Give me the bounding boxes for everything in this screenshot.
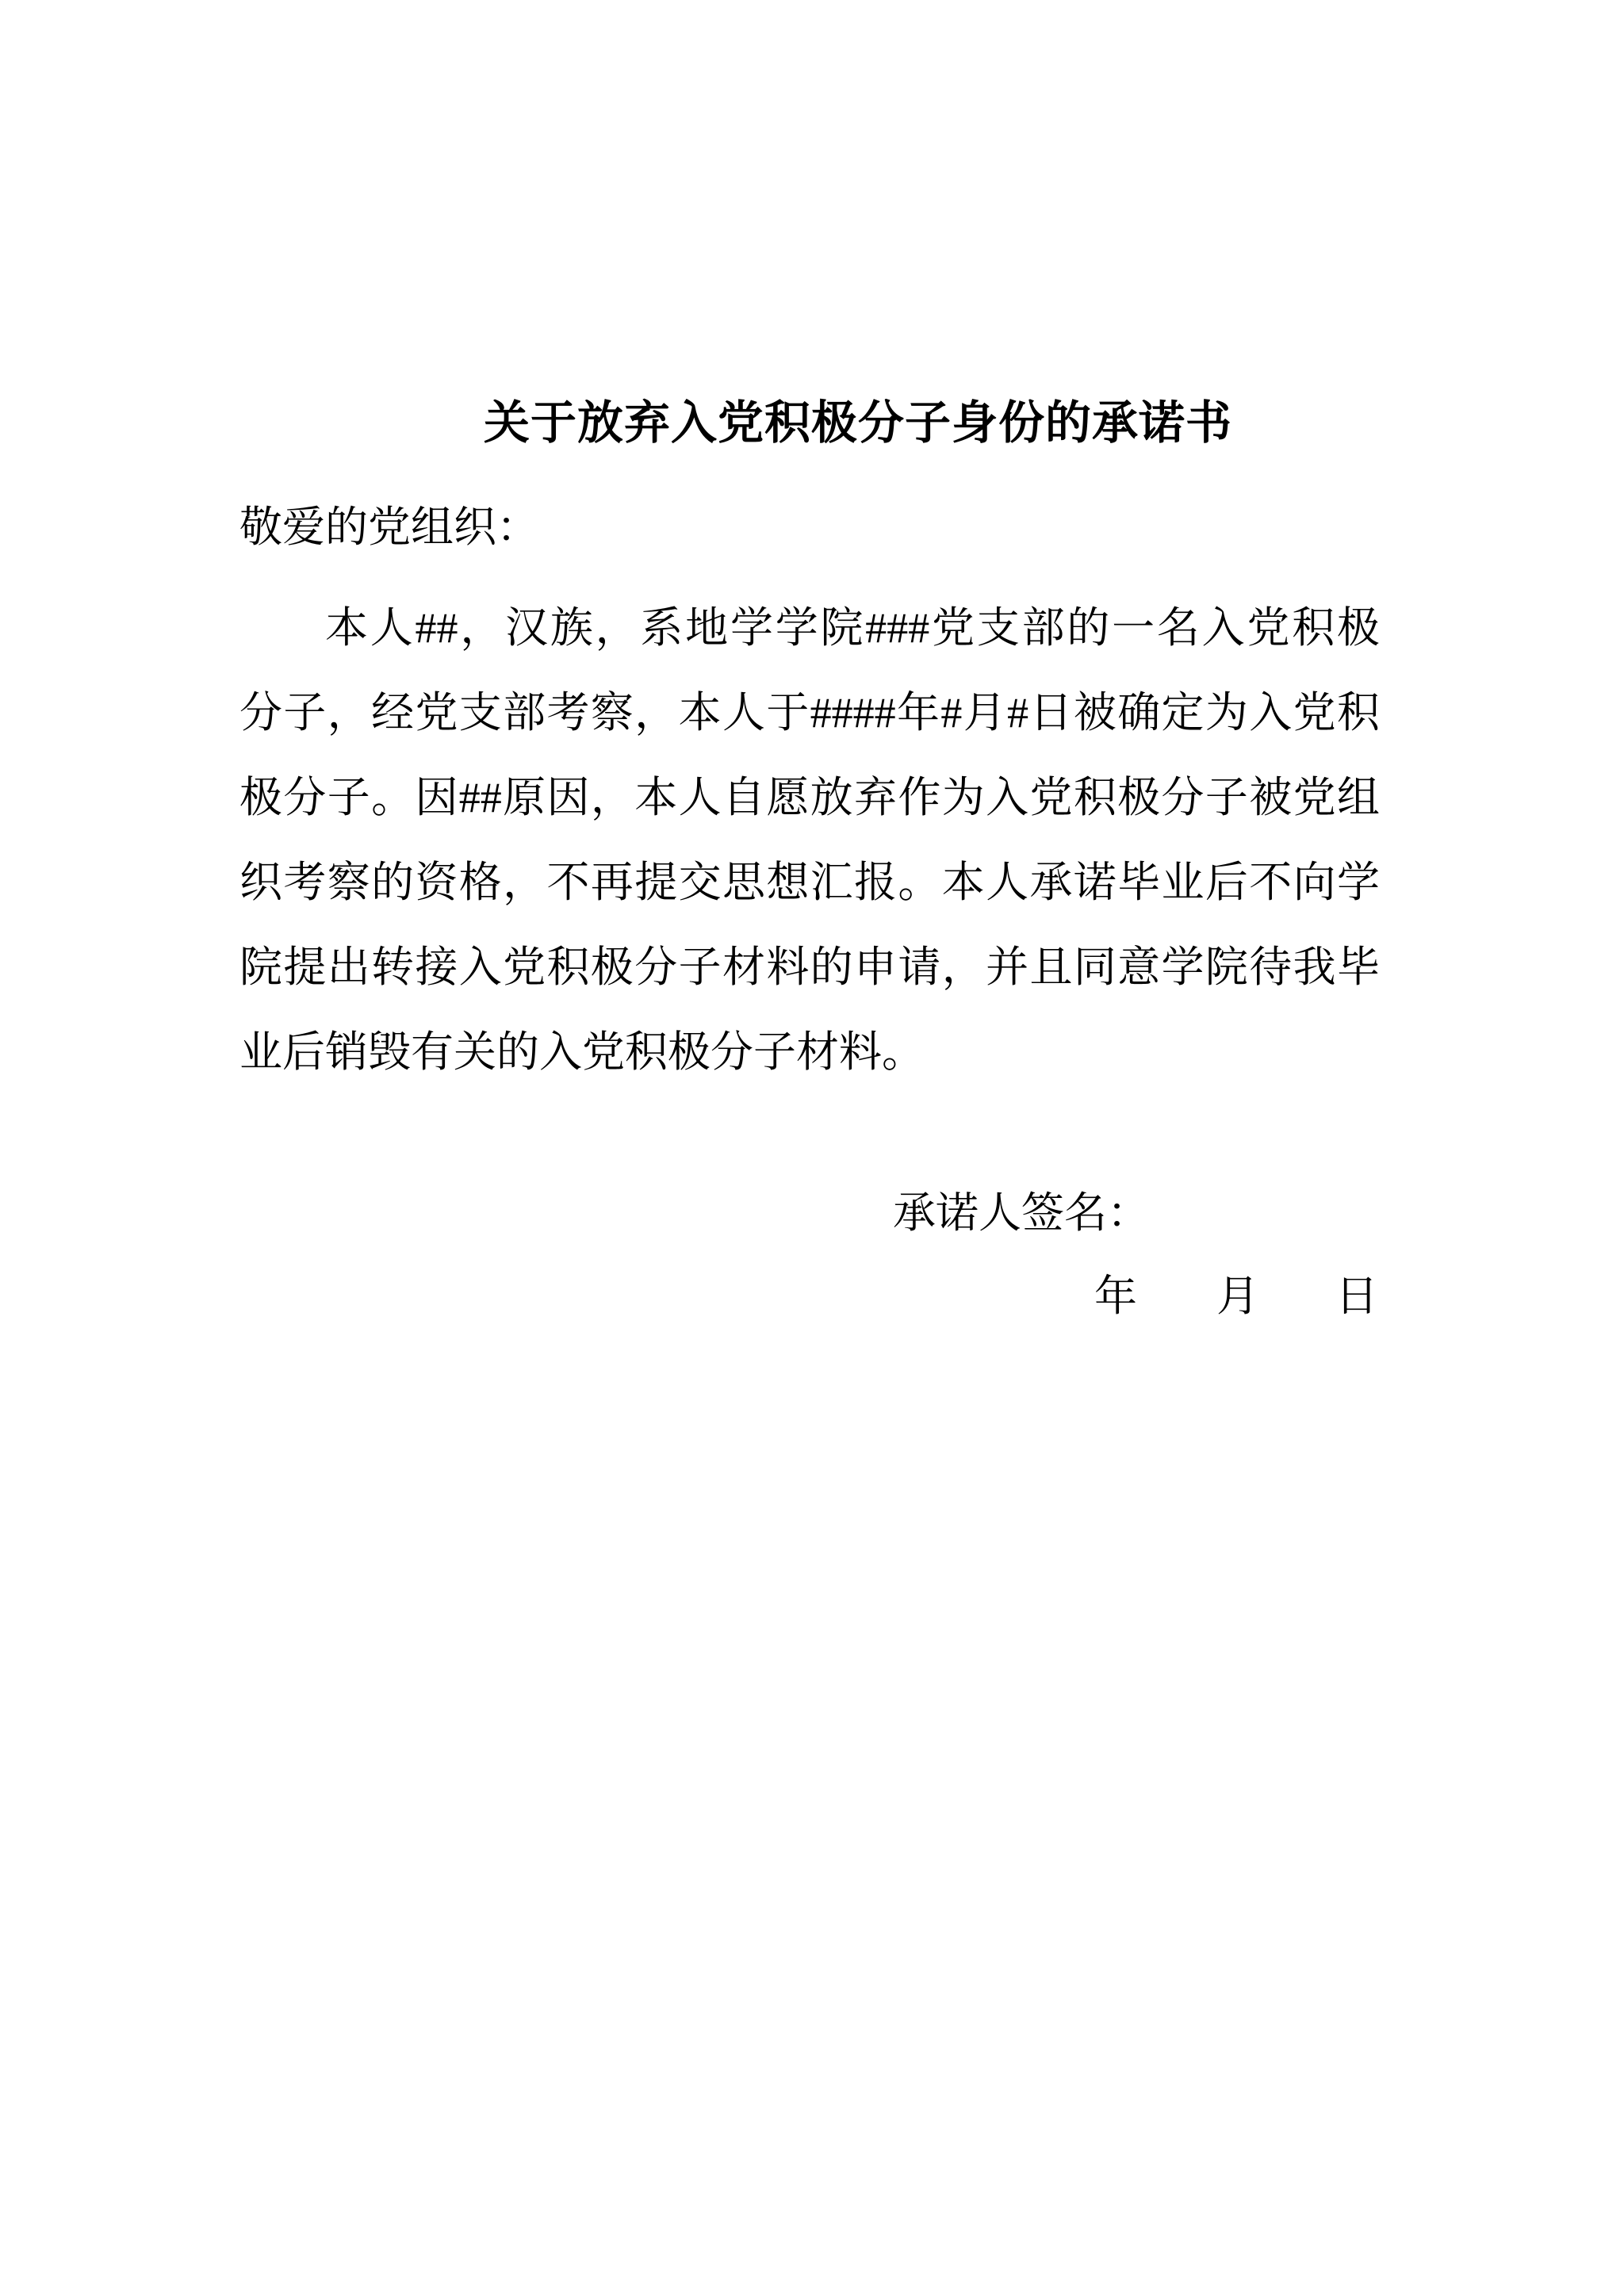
month-label: 月 bbox=[1216, 1272, 1259, 1320]
date-line bbox=[0, 1272, 1624, 1321]
signer-signature-label: 承诺人签名： bbox=[893, 1189, 1150, 1237]
body-line: 织考察的资格，不再提交思想汇报。本人承诺毕业后不向学 bbox=[239, 859, 1380, 906]
body-line: 业后销毁有关的入党积极分子材料。 bbox=[239, 1028, 925, 1076]
year-label: 年 bbox=[1094, 1272, 1137, 1320]
body-line: 本人##，汉族，系地学学院###党支部的一名入党积极 bbox=[325, 604, 1380, 652]
document-title: 关于放弃入党积极分子身份的承诺书 bbox=[483, 397, 1232, 449]
body-line: 分子，经党支部考察，本人于####年#月#日被确定为入党积 bbox=[239, 689, 1380, 737]
body-line: 院提出转接入党积极分子材料的申请，并且同意学院待我毕 bbox=[239, 943, 1380, 991]
body-line: 极分子。因##原因，本人自愿放弃作为入党积极分子被党组 bbox=[239, 774, 1380, 821]
body-paragraph bbox=[239, 586, 1380, 1095]
day-label: 日 bbox=[1335, 1272, 1378, 1320]
salutation: 敬爱的党组织： bbox=[239, 503, 539, 551]
